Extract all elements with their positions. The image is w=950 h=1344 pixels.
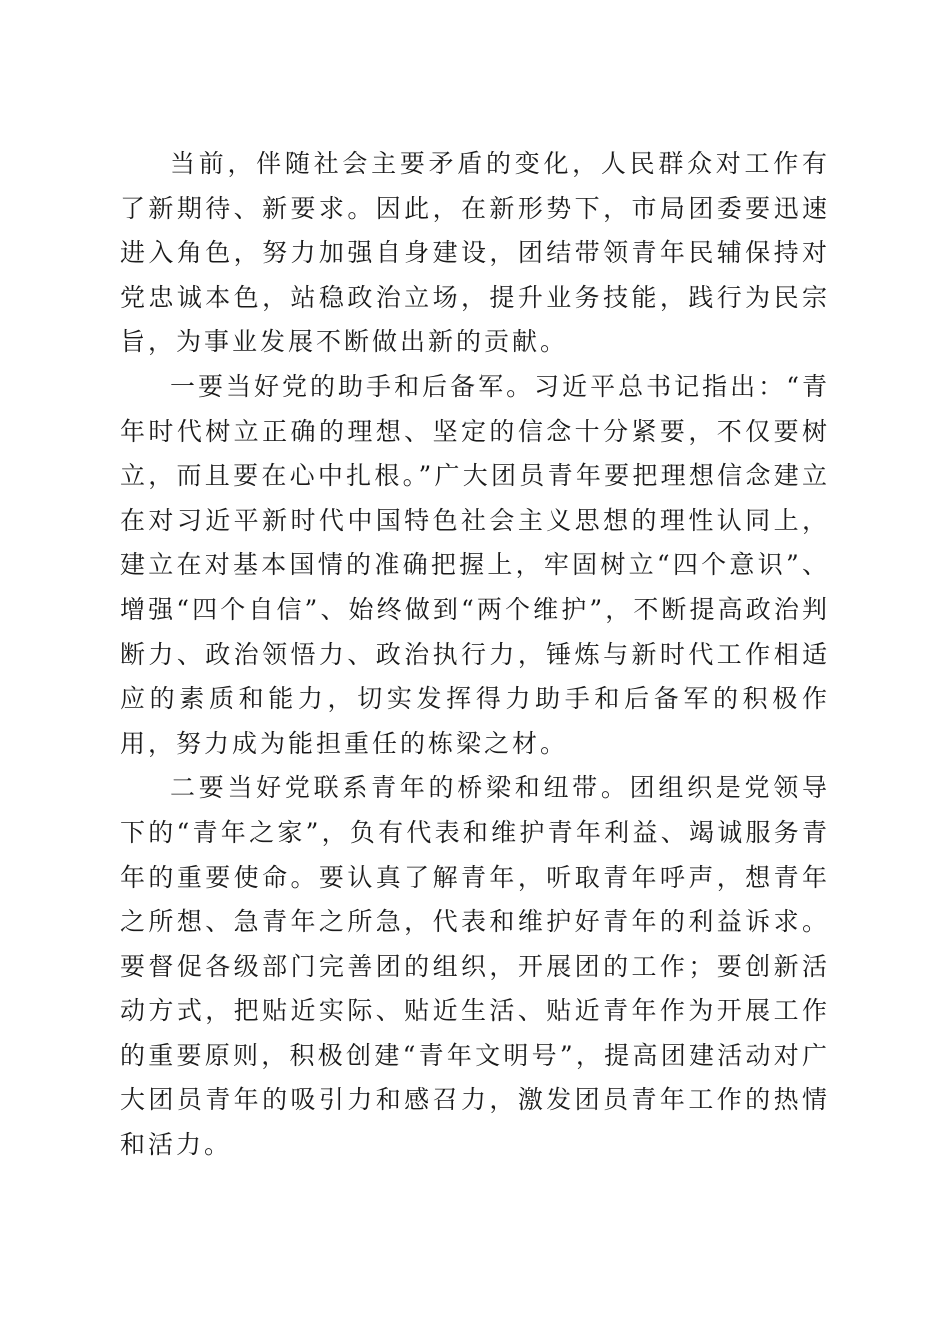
paragraph-intro: 当前，伴随社会主要矛盾的变化，人民群众对工作有了新期待、新要求。因此，在新形势下，市局团委要迅速进入角色，努力加强自身建设，团结带领青年民辅保持对党忠诚本色，站稳政治立场，提升业务技能，践行为民宗旨，为事业发展不断做出新的贡献。 — [120, 149, 830, 357]
document-body — [120, 142, 830, 1168]
paragraph-point-two: 二要当好党联系青年的桥梁和纽带。团组织是党领导下的“青年之家”，负有代表和维护青年利益、竭诚服务青年的重要使命。要认真了解青年，听取青年呼声，想青年之所想、急青年之所急，代表和维护好青年的利益诉求。要督促各级部门完善团的组织，开展团的工作；要创新活动方式，把贴近实际、贴近生活、贴近青年作为开展工作的重要原则，积极创建“青年文明号”，提高团建活动对广大团员青年的吸引力和感召力，激发团员青年工作的热情和活力。 — [120, 773, 830, 1160]
paragraph-point-one: 一要当好党的助手和后备军。习近平总书记指出：“青年时代树立正确的理想、坚定的信念十分紧要，不仅要树立，而且要在心中扎根。”广大团员青年要把理想信念建立在对习近平新时代中国特色社会主义思想的理性认同上，建立在对基本国情的准确把握上，牢固树立“四个意识”、增强“四个自信”、始终做到“两个维护”，不断提高政治判断力、政治领悟力、政治执行力，锤炼与新时代工作相适应的素质和能力，切实发挥得力助手和后备军的积极作用，努力成为能担重任的栋梁之材。 — [120, 371, 830, 758]
